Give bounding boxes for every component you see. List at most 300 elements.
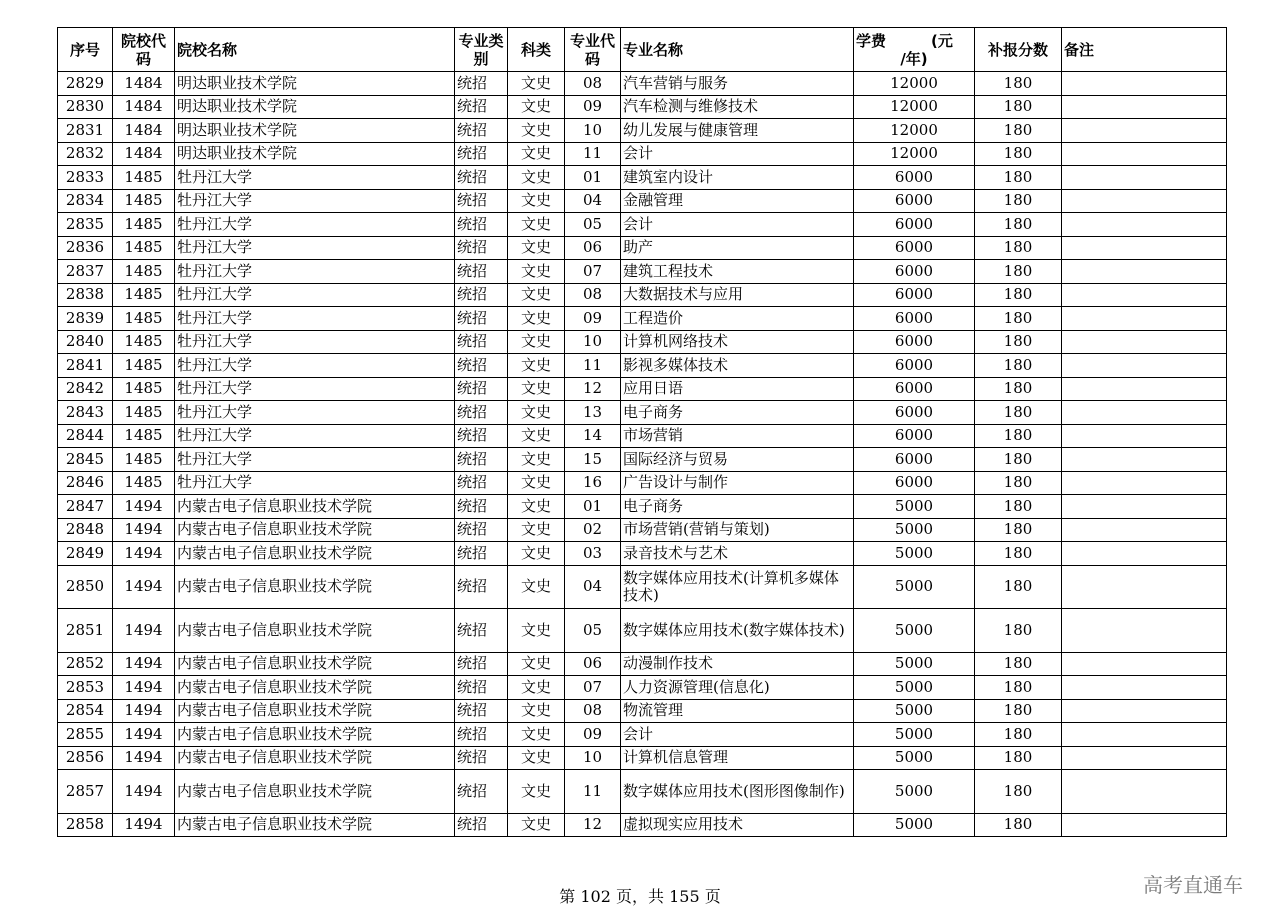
cell-subject: 文史 bbox=[508, 495, 565, 519]
cell-major-name: 影视多媒体技术 bbox=[621, 354, 854, 378]
cell-school-code: 1485 bbox=[113, 424, 175, 448]
cell-school-code: 1494 bbox=[113, 770, 175, 814]
cell-score: 180 bbox=[975, 609, 1062, 653]
cell-seq: 2842 bbox=[58, 377, 113, 401]
cell-fee: 5000 bbox=[854, 676, 975, 700]
cell-seq: 2855 bbox=[58, 723, 113, 747]
cell-seq: 2851 bbox=[58, 609, 113, 653]
cell-note bbox=[1062, 260, 1227, 284]
cell-major-type: 统招 bbox=[455, 565, 508, 609]
cell-major-code: 08 bbox=[565, 72, 621, 96]
cell-major-code: 08 bbox=[565, 699, 621, 723]
cell-major-code: 11 bbox=[565, 770, 621, 814]
table-row bbox=[58, 330, 1227, 354]
table-row bbox=[58, 652, 1227, 676]
cell-major-type: 统招 bbox=[455, 401, 508, 425]
cell-major-type: 统招 bbox=[455, 652, 508, 676]
cell-seq: 2833 bbox=[58, 166, 113, 190]
header-major-type: 专业类别 bbox=[455, 28, 508, 72]
cell-score: 180 bbox=[975, 283, 1062, 307]
cell-seq: 2829 bbox=[58, 72, 113, 96]
cell-subject: 文史 bbox=[508, 676, 565, 700]
table-row bbox=[58, 424, 1227, 448]
cell-major-name: 录音技术与艺术 bbox=[621, 542, 854, 566]
cell-seq: 2846 bbox=[58, 471, 113, 495]
cell-score: 180 bbox=[975, 542, 1062, 566]
cell-school-name: 牡丹江大学 bbox=[175, 236, 455, 260]
cell-score: 180 bbox=[975, 377, 1062, 401]
cell-school-code: 1494 bbox=[113, 652, 175, 676]
table-row bbox=[58, 166, 1227, 190]
cell-seq: 2836 bbox=[58, 236, 113, 260]
cell-seq: 2850 bbox=[58, 565, 113, 609]
table-row bbox=[58, 377, 1227, 401]
cell-major-code: 04 bbox=[565, 189, 621, 213]
cell-seq: 2835 bbox=[58, 213, 113, 237]
header-school-code: 院校代码 bbox=[113, 28, 175, 72]
cell-score: 180 bbox=[975, 401, 1062, 425]
cell-major-code: 10 bbox=[565, 330, 621, 354]
table-row bbox=[58, 260, 1227, 284]
cell-seq: 2854 bbox=[58, 699, 113, 723]
cell-major-name: 市场营销 bbox=[621, 424, 854, 448]
cell-note bbox=[1062, 565, 1227, 609]
cell-major-type: 统招 bbox=[455, 166, 508, 190]
cell-major-name: 会计 bbox=[621, 142, 854, 166]
cell-major-name: 建筑工程技术 bbox=[621, 260, 854, 284]
cell-fee: 5000 bbox=[854, 518, 975, 542]
cell-fee: 5000 bbox=[854, 495, 975, 519]
cell-major-name: 虚拟现实应用技术 bbox=[621, 813, 854, 837]
cell-school-name: 内蒙古电子信息职业技术学院 bbox=[175, 542, 455, 566]
cell-major-name: 建筑室内设计 bbox=[621, 166, 854, 190]
cell-major-code: 04 bbox=[565, 565, 621, 609]
cell-school-name: 牡丹江大学 bbox=[175, 166, 455, 190]
table-row bbox=[58, 283, 1227, 307]
table-row bbox=[58, 72, 1227, 96]
cell-major-code: 10 bbox=[565, 746, 621, 770]
cell-school-name: 牡丹江大学 bbox=[175, 283, 455, 307]
cell-seq: 2844 bbox=[58, 424, 113, 448]
cell-major-type: 统招 bbox=[455, 213, 508, 237]
cell-school-name: 牡丹江大学 bbox=[175, 424, 455, 448]
cell-fee: 5000 bbox=[854, 770, 975, 814]
cell-fee: 5000 bbox=[854, 542, 975, 566]
cell-note bbox=[1062, 307, 1227, 331]
cell-score: 180 bbox=[975, 236, 1062, 260]
cell-fee: 12000 bbox=[854, 95, 975, 119]
cell-subject: 文史 bbox=[508, 72, 565, 96]
cell-seq: 2832 bbox=[58, 142, 113, 166]
cell-school-code: 1485 bbox=[113, 166, 175, 190]
cell-school-name: 牡丹江大学 bbox=[175, 401, 455, 425]
table-row bbox=[58, 119, 1227, 143]
cell-school-code: 1485 bbox=[113, 260, 175, 284]
cell-seq: 2853 bbox=[58, 676, 113, 700]
cell-major-name: 工程造价 bbox=[621, 307, 854, 331]
table-row bbox=[58, 723, 1227, 747]
cell-school-name: 内蒙古电子信息职业技术学院 bbox=[175, 609, 455, 653]
cell-school-code: 1494 bbox=[113, 542, 175, 566]
cell-seq: 2841 bbox=[58, 354, 113, 378]
cell-major-code: 01 bbox=[565, 166, 621, 190]
cell-major-code: 12 bbox=[565, 813, 621, 837]
cell-score: 180 bbox=[975, 723, 1062, 747]
cell-note bbox=[1062, 142, 1227, 166]
cell-fee: 6000 bbox=[854, 471, 975, 495]
table-row bbox=[58, 142, 1227, 166]
cell-subject: 文史 bbox=[508, 166, 565, 190]
cell-fee: 6000 bbox=[854, 166, 975, 190]
cell-major-code: 06 bbox=[565, 236, 621, 260]
cell-note bbox=[1062, 813, 1227, 837]
cell-major-name: 会计 bbox=[621, 213, 854, 237]
table-row bbox=[58, 770, 1227, 814]
cell-school-code: 1485 bbox=[113, 354, 175, 378]
cell-fee: 12000 bbox=[854, 142, 975, 166]
table-row bbox=[58, 565, 1227, 609]
cell-major-name: 计算机信息管理 bbox=[621, 746, 854, 770]
cell-score: 180 bbox=[975, 565, 1062, 609]
cell-seq: 2834 bbox=[58, 189, 113, 213]
cell-fee: 6000 bbox=[854, 307, 975, 331]
cell-note bbox=[1062, 354, 1227, 378]
cell-score: 180 bbox=[975, 189, 1062, 213]
cell-major-type: 统招 bbox=[455, 471, 508, 495]
cell-note bbox=[1062, 723, 1227, 747]
cell-school-name: 牡丹江大学 bbox=[175, 307, 455, 331]
cell-fee: 5000 bbox=[854, 652, 975, 676]
cell-major-type: 统招 bbox=[455, 770, 508, 814]
cell-score: 180 bbox=[975, 260, 1062, 284]
cell-note bbox=[1062, 699, 1227, 723]
header-major-code: 专业代码 bbox=[565, 28, 621, 72]
cell-score: 180 bbox=[975, 676, 1062, 700]
table-row bbox=[58, 699, 1227, 723]
cell-seq: 2839 bbox=[58, 307, 113, 331]
cell-major-code: 09 bbox=[565, 307, 621, 331]
cell-school-code: 1485 bbox=[113, 330, 175, 354]
cell-note bbox=[1062, 471, 1227, 495]
table-row bbox=[58, 307, 1227, 331]
cell-major-type: 统招 bbox=[455, 330, 508, 354]
cell-school-name: 明达职业技术学院 bbox=[175, 72, 455, 96]
cell-score: 180 bbox=[975, 495, 1062, 519]
cell-school-code: 1494 bbox=[113, 565, 175, 609]
cell-score: 180 bbox=[975, 652, 1062, 676]
cell-school-name: 内蒙古电子信息职业技术学院 bbox=[175, 565, 455, 609]
cell-fee: 6000 bbox=[854, 377, 975, 401]
cell-school-name: 内蒙古电子信息职业技术学院 bbox=[175, 723, 455, 747]
cell-fee: 5000 bbox=[854, 609, 975, 653]
cell-note bbox=[1062, 495, 1227, 519]
cell-major-type: 统招 bbox=[455, 746, 508, 770]
header-fee bbox=[854, 28, 975, 72]
cell-school-name: 内蒙古电子信息职业技术学院 bbox=[175, 770, 455, 814]
cell-major-type: 统招 bbox=[455, 542, 508, 566]
cell-major-type: 统招 bbox=[455, 72, 508, 96]
cell-school-name: 牡丹江大学 bbox=[175, 448, 455, 472]
cell-score: 180 bbox=[975, 95, 1062, 119]
cell-fee: 6000 bbox=[854, 424, 975, 448]
cell-major-code: 11 bbox=[565, 354, 621, 378]
cell-subject: 文史 bbox=[508, 283, 565, 307]
cell-major-code: 01 bbox=[565, 495, 621, 519]
header-major-name: 专业名称 bbox=[621, 28, 854, 72]
cell-major-type: 统招 bbox=[455, 813, 508, 837]
cell-subject: 文史 bbox=[508, 260, 565, 284]
cell-major-type: 统招 bbox=[455, 307, 508, 331]
cell-fee: 12000 bbox=[854, 72, 975, 96]
table-row bbox=[58, 95, 1227, 119]
cell-major-code: 03 bbox=[565, 542, 621, 566]
cell-major-name: 动漫制作技术 bbox=[621, 652, 854, 676]
cell-major-type: 统招 bbox=[455, 189, 508, 213]
cell-subject: 文史 bbox=[508, 119, 565, 143]
header-note: 备注 bbox=[1062, 28, 1227, 72]
cell-major-type: 统招 bbox=[455, 354, 508, 378]
cell-school-code: 1494 bbox=[113, 746, 175, 770]
cell-major-name: 计算机网络技术 bbox=[621, 330, 854, 354]
cell-fee: 12000 bbox=[854, 119, 975, 143]
cell-major-name: 助产 bbox=[621, 236, 854, 260]
cell-major-name: 汽车营销与服务 bbox=[621, 72, 854, 96]
cell-major-type: 统招 bbox=[455, 723, 508, 747]
cell-subject: 文史 bbox=[508, 236, 565, 260]
cell-score: 180 bbox=[975, 307, 1062, 331]
cell-subject: 文史 bbox=[508, 813, 565, 837]
cell-school-code: 1485 bbox=[113, 236, 175, 260]
cell-score: 180 bbox=[975, 448, 1062, 472]
cell-school-code: 1494 bbox=[113, 813, 175, 837]
cell-major-name: 会计 bbox=[621, 723, 854, 747]
table-row bbox=[58, 746, 1227, 770]
cell-major-code: 02 bbox=[565, 518, 621, 542]
table-row bbox=[58, 213, 1227, 237]
cell-school-code: 1494 bbox=[113, 495, 175, 519]
cell-subject: 文史 bbox=[508, 213, 565, 237]
table-body bbox=[58, 72, 1227, 837]
cell-school-name: 牡丹江大学 bbox=[175, 377, 455, 401]
cell-school-code: 1494 bbox=[113, 609, 175, 653]
cell-major-code: 09 bbox=[565, 723, 621, 747]
cell-subject: 文史 bbox=[508, 699, 565, 723]
table-row bbox=[58, 495, 1227, 519]
cell-major-type: 统招 bbox=[455, 236, 508, 260]
cell-major-type: 统招 bbox=[455, 260, 508, 284]
table-row bbox=[58, 189, 1227, 213]
cell-school-name: 牡丹江大学 bbox=[175, 260, 455, 284]
cell-major-type: 统招 bbox=[455, 495, 508, 519]
cell-note bbox=[1062, 448, 1227, 472]
watermark: 高考直通车 bbox=[1143, 873, 1243, 897]
cell-fee: 6000 bbox=[854, 260, 975, 284]
cell-subject: 文史 bbox=[508, 518, 565, 542]
cell-note bbox=[1062, 166, 1227, 190]
cell-subject: 文史 bbox=[508, 377, 565, 401]
cell-note bbox=[1062, 283, 1227, 307]
cell-major-name: 人力资源管理(信息化) bbox=[621, 676, 854, 700]
cell-school-name: 内蒙古电子信息职业技术学院 bbox=[175, 518, 455, 542]
cell-seq: 2856 bbox=[58, 746, 113, 770]
cell-subject: 文史 bbox=[508, 142, 565, 166]
cell-seq: 2852 bbox=[58, 652, 113, 676]
cell-major-name: 幼儿发展与健康管理 bbox=[621, 119, 854, 143]
table-row bbox=[58, 542, 1227, 566]
cell-note bbox=[1062, 424, 1227, 448]
cell-major-code: 11 bbox=[565, 142, 621, 166]
header-row bbox=[58, 28, 1227, 72]
cell-school-code: 1485 bbox=[113, 448, 175, 472]
cell-major-type: 统招 bbox=[455, 377, 508, 401]
table-row bbox=[58, 354, 1227, 378]
cell-major-type: 统招 bbox=[455, 699, 508, 723]
cell-major-name: 电子商务 bbox=[621, 401, 854, 425]
cell-school-name: 内蒙古电子信息职业技术学院 bbox=[175, 495, 455, 519]
cell-score: 180 bbox=[975, 72, 1062, 96]
cell-major-name: 数字媒体应用技术(数字媒体技术) bbox=[621, 609, 854, 653]
cell-major-type: 统招 bbox=[455, 518, 508, 542]
cell-school-name: 牡丹江大学 bbox=[175, 189, 455, 213]
cell-fee: 6000 bbox=[854, 236, 975, 260]
cell-school-code: 1485 bbox=[113, 471, 175, 495]
cell-school-code: 1494 bbox=[113, 676, 175, 700]
cell-school-code: 1485 bbox=[113, 189, 175, 213]
cell-subject: 文史 bbox=[508, 770, 565, 814]
cell-fee: 6000 bbox=[854, 401, 975, 425]
cell-note bbox=[1062, 401, 1227, 425]
cell-seq: 2848 bbox=[58, 518, 113, 542]
table-row bbox=[58, 676, 1227, 700]
cell-school-name: 牡丹江大学 bbox=[175, 471, 455, 495]
cell-major-code: 05 bbox=[565, 213, 621, 237]
header-fee-line2: /年) bbox=[900, 49, 928, 68]
cell-note bbox=[1062, 72, 1227, 96]
cell-school-code: 1484 bbox=[113, 119, 175, 143]
cell-major-type: 统招 bbox=[455, 609, 508, 653]
cell-school-name: 牡丹江大学 bbox=[175, 354, 455, 378]
cell-seq: 2830 bbox=[58, 95, 113, 119]
cell-score: 180 bbox=[975, 746, 1062, 770]
cell-major-code: 07 bbox=[565, 676, 621, 700]
cell-school-name: 明达职业技术学院 bbox=[175, 119, 455, 143]
cell-seq: 2840 bbox=[58, 330, 113, 354]
cell-major-type: 统招 bbox=[455, 95, 508, 119]
cell-fee: 5000 bbox=[854, 746, 975, 770]
cell-major-code: 15 bbox=[565, 448, 621, 472]
table-row bbox=[58, 471, 1227, 495]
cell-school-code: 1485 bbox=[113, 283, 175, 307]
cell-fee: 6000 bbox=[854, 354, 975, 378]
cell-score: 180 bbox=[975, 330, 1062, 354]
table-row bbox=[58, 609, 1227, 653]
header-score: 补报分数 bbox=[975, 28, 1062, 72]
cell-major-name: 大数据技术与应用 bbox=[621, 283, 854, 307]
cell-school-code: 1494 bbox=[113, 723, 175, 747]
cell-subject: 文史 bbox=[508, 746, 565, 770]
cell-subject: 文史 bbox=[508, 471, 565, 495]
cell-school-name: 内蒙古电子信息职业技术学院 bbox=[175, 699, 455, 723]
table-row bbox=[58, 236, 1227, 260]
cell-major-code: 09 bbox=[565, 95, 621, 119]
cell-score: 180 bbox=[975, 813, 1062, 837]
cell-school-name: 内蒙古电子信息职业技术学院 bbox=[175, 652, 455, 676]
admissions-table bbox=[57, 27, 1227, 837]
cell-major-name: 国际经济与贸易 bbox=[621, 448, 854, 472]
table-row bbox=[58, 401, 1227, 425]
cell-subject: 文史 bbox=[508, 542, 565, 566]
cell-major-code: 07 bbox=[565, 260, 621, 284]
cell-major-type: 统招 bbox=[455, 283, 508, 307]
cell-note bbox=[1062, 119, 1227, 143]
cell-seq: 2843 bbox=[58, 401, 113, 425]
cell-seq: 2845 bbox=[58, 448, 113, 472]
cell-major-code: 14 bbox=[565, 424, 621, 448]
cell-fee: 5000 bbox=[854, 565, 975, 609]
cell-subject: 文史 bbox=[508, 95, 565, 119]
cell-fee: 6000 bbox=[854, 448, 975, 472]
cell-subject: 文史 bbox=[508, 330, 565, 354]
cell-score: 180 bbox=[975, 119, 1062, 143]
cell-subject: 文史 bbox=[508, 565, 565, 609]
cell-major-code: 12 bbox=[565, 377, 621, 401]
cell-school-code: 1485 bbox=[113, 401, 175, 425]
header-school-name: 院校名称 bbox=[175, 28, 455, 72]
cell-major-name: 物流管理 bbox=[621, 699, 854, 723]
cell-score: 180 bbox=[975, 471, 1062, 495]
cell-seq: 2847 bbox=[58, 495, 113, 519]
cell-fee: 6000 bbox=[854, 283, 975, 307]
cell-fee: 6000 bbox=[854, 189, 975, 213]
cell-major-type: 统招 bbox=[455, 676, 508, 700]
cell-school-name: 内蒙古电子信息职业技术学院 bbox=[175, 676, 455, 700]
cell-seq: 2857 bbox=[58, 770, 113, 814]
cell-score: 180 bbox=[975, 142, 1062, 166]
cell-major-code: 08 bbox=[565, 283, 621, 307]
cell-major-code: 05 bbox=[565, 609, 621, 653]
page-footer: 第 102 页，共 155 页 bbox=[559, 887, 721, 906]
cell-score: 180 bbox=[975, 770, 1062, 814]
cell-major-code: 06 bbox=[565, 652, 621, 676]
cell-school-code: 1485 bbox=[113, 307, 175, 331]
cell-major-code: 13 bbox=[565, 401, 621, 425]
cell-fee: 5000 bbox=[854, 699, 975, 723]
cell-school-code: 1484 bbox=[113, 142, 175, 166]
cell-school-code: 1485 bbox=[113, 213, 175, 237]
cell-major-type: 统招 bbox=[455, 424, 508, 448]
cell-score: 180 bbox=[975, 213, 1062, 237]
cell-score: 180 bbox=[975, 699, 1062, 723]
cell-school-name: 牡丹江大学 bbox=[175, 213, 455, 237]
cell-subject: 文史 bbox=[508, 424, 565, 448]
cell-seq: 2838 bbox=[58, 283, 113, 307]
cell-fee: 5000 bbox=[854, 813, 975, 837]
cell-note bbox=[1062, 542, 1227, 566]
cell-subject: 文史 bbox=[508, 401, 565, 425]
cell-major-name: 市场营销(营销与策划) bbox=[621, 518, 854, 542]
cell-note bbox=[1062, 330, 1227, 354]
cell-note bbox=[1062, 518, 1227, 542]
cell-school-name: 内蒙古电子信息职业技术学院 bbox=[175, 746, 455, 770]
cell-seq: 2858 bbox=[58, 813, 113, 837]
cell-note bbox=[1062, 213, 1227, 237]
cell-note bbox=[1062, 652, 1227, 676]
cell-major-code: 10 bbox=[565, 119, 621, 143]
cell-school-code: 1485 bbox=[113, 377, 175, 401]
cell-major-name: 应用日语 bbox=[621, 377, 854, 401]
cell-school-name: 牡丹江大学 bbox=[175, 330, 455, 354]
cell-fee: 6000 bbox=[854, 213, 975, 237]
